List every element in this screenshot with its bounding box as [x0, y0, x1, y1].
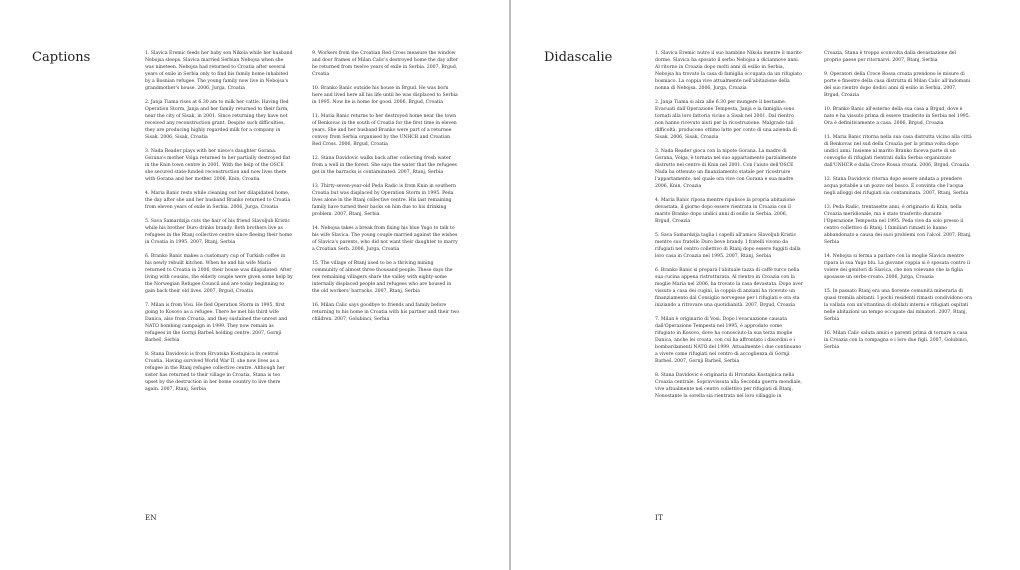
- caption-paragraph: 15. In passato Rtanj era una fiorente comunità mineraria di quasi tremila abitanti. I pochi residenti rimasti condividono ora la vallata con un'ottantina di sfollati interni e rifugiati ospitati nelle abitazioni un tempo occupate dai minatori. 2007, Rtanj, Serbia: [824, 289, 972, 322]
- caption-paragraph: 15. The village of Rtanj used to be a thriving mining community of almost three thousand people. These days the few remaining villagers share the valley with eighty-some internally displaced people and refugees who are housed in the old workers' barracks. 2007, Rtanj, Serbia: [312, 261, 453, 294]
- caption-paragraph: 2. Janja Tiama si alza alle 6.30 per mungere il bestiame. Evacuati dall'Operazione Tempesta, Janja e la famiglia sono tornati alla loro fattoria vicino a Sisak nel 2001. Dal rientro non hanno ricevuto aiuti per la ricostruzione. Malgrado tali difficoltà, producono ottimo latte per conto di una azienda di Sisak. 2006, Sisak, Croazia: [655, 100, 797, 140]
- caption-paragraph: 16. Milan Calic says goodbye to friends and family before returning to his home in Croatia with his partner and their two children. 2007, Golubinci, Serbia: [312, 303, 460, 322]
- caption-paragraph: 4. Maria Banic riposa mentre ripulisce la propria abitazione devastata, il giorno dopo essere rientrata in Croazia con il marito Branko dopo undici anni di esilio in Serbia. 2006, Brgud, Croazia: [655, 198, 795, 224]
- caption-paragraph: 12. Stana Davidovic ritorna dopo essere andata a prendere acqua potabile a un pozzo nel bosco. È convinta che l'acqua negli alloggi dei rifugiati sia contaminata. 2007, Rtanj, Serbia: [824, 177, 969, 196]
- caption-paragraph: 4. Maria Banic rests while cleaning out her dilapidated home, the day after she and her husband Branko returned to Croatia from eleven years of exile in Serbia. 2006, Jurga, Croatia: [145, 191, 291, 210]
- caption-paragraph: 16. Milan Calic saluta amici e parenti prima di tornare a casa in Croazia con la compagna e i loro due figli. 2007, Golubinci, Serbia: [824, 331, 969, 350]
- caption-paragraph: 11. Maria Banic ritorna nella sua casa distrutta vicino alla città di Benkovac nel sud della Croazia per la prima volta dopo undici anni. Insieme al marito Branko faceva parte di un convoglio di rifugiati rientrati dalla Serbia organizzato dall'UNHCR e dalla Croce Rossa croata. 2006, Brgud, Croazia: [824, 135, 972, 168]
- caption-paragraph: 11. Maria Banic returns to her destroyed home near the town of Benkovac in the south of Croatia for the first time in eleven years. She and her husband Branko were part of a returnee convoy from Serbia organised by the UNHCR and Croatian Red Cross. 2006, Brgud, Croatia: [312, 114, 457, 147]
- caption-paragraph: 13. Peda Radic, trentasette anni, è originario di Knin, nella Croazia meridionale, ma è stato trasferito durante l'Operazione Tempesta nel 1995. Peda vive da solo presso il centro collettivo di Rtanj. I familiari rimasti lo hanno abbandonato a causa dei suoi problemi con l'alcol. 2007, Rtanj, Serbia: [824, 205, 972, 245]
- caption-paragraph: 9. Operatori della Croce Rossa croata prendono le misure di porte e finestre della casa distrutta di Milan Calic all'indomani del suo rientro dopo dodici anni di esilio in Serbia. 2007, Brgud, Croazia: [824, 72, 971, 98]
- caption-paragraph: 5. Sava Samardzija taglia i capelli all'amico Slavoljub Kristic mentre suo fratello Duro beve brandy. I fratelli vivono da rifugiati nel centro collettivo di Rtanj dopo essere fuggiti dalla loro casa in Croazia nel 1995. 2007, Rtanj, Serbia: [655, 233, 801, 259]
- caption-paragraph: 14. Nebojsa takes a break from fixing his blue Yugo to talk to his wife Slavica. The young couple married against the wishes of Slavica's parents, who did not want their daughter to marry a Croatian Serb. 2006, Jurga, Croatia: [312, 226, 458, 252]
- captions-column-1: [655, 50, 803, 407]
- caption-paragraph: 7. Milan è originario di Vosi. Dopo l'evacuazione causata dall'Operazione Tempesta nel 1995, è approdato come rifugiato in Kosovo, dove ha conosciuto la sua terza moglie Danica, anche lei croata, con cui ha affrontato i disordini e i bombardamenti NATO del 1999. Attualmente i due continuano a vivere come rifugiati nel centro di accoglienza di Gornji Barbeš. 2007, Gornji Barbeš, Serbia: [655, 317, 802, 364]
- caption-paragraph: 1. Slavica Eremic nutre il suo bambino Nikola mentre il marito dorme. Slavica ha sposato il serbo Nebojsa a diciannove anni. Al ritorno in Croazia dopo molti anni di esilio in Serbia, Nebojsa ha trovato la casa di famiglia occupata da un rifugiato bosniaco. La coppia vive attualmente nell'abitazione della nonna di Nebojsa. 2006, Jurga, Croazia: [655, 51, 802, 91]
- page-left: [0, 0, 509, 570]
- caption-paragraph: 6. Branko Banic si prepara l'abituale tazza di caffè turco nella sua cucina appena ristrutturata. Al rientro in Croazia con la moglie Maria nel 2006, ha trovato la casa devastata. Dopo aver vissuto a casa dei cugini, la coppia di anziani ha ricevuto un finanziamento dal Consiglio norvegese per i rifugiati e ora sta iniziando a ritrovare una quotidianità. 2007, Brgud, Croazia: [655, 268, 803, 308]
- caption-paragraph: 10. Branko Banic outside his house in Brgud. He was born here and lived here all his life until he was displaced to Serbia in 1995. Now he is home for good. 2006, Brgud, Croatia: [312, 86, 458, 105]
- captions-column-2: [312, 50, 460, 330]
- language-label: EN: [145, 514, 157, 522]
- caption-paragraph: 13. Thirty-seven-year-old Peda Radic is from Knin in southern Croatia but was displaced by Operation Storm in 1995. Peda lives alone in the Rtanj collective centre. His last remaining family have turned their backs on him due to his drinking problem. 2007, Rtanj, Serbia: [312, 184, 456, 217]
- page-heading: Didascalie: [544, 50, 613, 65]
- captions-column-2: [824, 50, 972, 358]
- caption-paragraph: 2. Janja Tiama rises at 6.30 am to milk her cattle. Having fled Operation Storm, Janja and her family returned to their farm, near the city of Sisak, in 2001. Since returning they have not received any reconstruction grant. Despite such difficulties, they are producing highly regarded milk for a company in Sisak. 2006, Sisak, Croatia: [145, 100, 289, 140]
- caption-paragraph: 14. Nebojsa si ferma a parlare con la moglie Slavica mentre ripara la sua Yugo blu. La giovane coppia si è sposata contro il volere dei genitori di Slavica, che non volevano che la figlia sposasse un serbo-croato. 2006, Jurga, Croazia: [824, 254, 970, 280]
- caption-paragraph: 8. Stana Davidovic is from Hrvatska Kostajnica in central Croatia. Having survived World War II, she now lives as a refugee in the Rtanj refugee collective centre. Although her sister has returned to their village in Croatia, Stana is too upset by the destruction in her home country to live there again. 2007, Rtanj, Serbia: [145, 352, 285, 392]
- caption-paragraph: 5. Sava Samardzija cuts the hair of his friend Slavoljub Kristic while his brother Duro drinks brandy. Both brothers live as refugees in the Rtanj collective centre since fleeing their home in Croatia in 1995. 2007, Rtanj, Serbia: [145, 219, 292, 245]
- caption-paragraph: 12. Stana Davidovic walks back after collecting fresh water from a well in the forest. She says the water that the refugees get in the barracks is contaminated. 2007, Rtanj, Serbia: [312, 156, 457, 175]
- caption-paragraph: 7. Milan is from Vosi. He fled Operation Storm in 1995, first going to Kosovo as a refugee. There he met his third wife Danica, also from Croatia, and they sustained the unrest and NATO bombing campaign in 1999. They now remain as refugees in the Gornji Barbeš holding centre. 2007, Gornji Barbeš, Serbia: [145, 303, 288, 343]
- caption-paragraph: 3. Nada Reader gioca con la nipote Gorana. La madre di Gorana, Volga, è tornata nel suo appartamento parzialmente distrutto nel centro di Knin nel 2001. Con l'aiuto dell'OSCE Nada ha ottenuto un finanziamento statale per ricostruire l'appartamento, nel quale ora vive con Gorana e sua madre. 2006, Knin, Croazia: [655, 149, 797, 189]
- caption-paragraph: 9. Workers from the Croatian Red Cross measure the window and door frames of Milan Calic's destroyed home the day after he returned from twelve years of exile in Serbia. 2007, Brgud, Croatia: [312, 51, 459, 77]
- page-right: [511, 0, 1020, 570]
- caption-paragraph: 1. Slavica Eremic feeds her baby son Nikola while her husband Nebojsa sleeps. Slavica married Serbian Nebojsa when she was nineteen. Nebojsa had returned to Croatia after several years of exile in Serbia only to find his family home inhabited by a Bosnian refugee. The young family now live in Nebojsa's grandmother's house. 2006, Jurga, Croatia: [145, 51, 293, 91]
- page-heading: Captions: [32, 50, 91, 65]
- captions-column-1: [145, 50, 293, 400]
- caption-paragraph: 10. Branko Banic all'esterno della sua casa a Brgud, dove è nato e ha vissuto prima di essere trasferito in Serbia nel 1995. Ora è definitivamente a casa. 2006, Brgud, Croazia: [824, 107, 971, 126]
- language-label: IT: [655, 514, 664, 522]
- caption-paragraph: 8. Stana Davidovic è originaria di Hrvatska Kostajnica nella Croazia centrale. Sopravvissuta alla Seconda guerra mondiale, vive attualmente nel centro collettivo per rifugiati di Rtanj. Nonostante la sorella sia rientrata nel loro villaggio in: [655, 373, 802, 399]
- caption-paragraph: Croazia, Stana è troppo sconvolta dalla devastazione del proprio paese per ritornarvi. 2007, Rtanj, Serbia: [824, 51, 956, 63]
- caption-paragraph: 6. Branko Banic makes a customary cup of Turkish coffee in his newly rebuilt kitchen. When he and his wife Maria returned to Croatia in 2006, their house was dilapidated. After living with cousins, the elderly couple were given some help by the Norwegian Refugee Council and are today beginning to gain back their old lives. 2007, Brgud, Croatia: [145, 254, 293, 294]
- caption-paragraph: 3. Nada Reader plays with her niece's daughter Gorana. Gorana's mother Volga returned to her partially destroyed flat in the Knin town centre in 2001. With the help of the OSCE she secured state-funded reconstruction and now lives there with Gorana and her mother. 2006, Knin, Croatia: [145, 149, 291, 182]
